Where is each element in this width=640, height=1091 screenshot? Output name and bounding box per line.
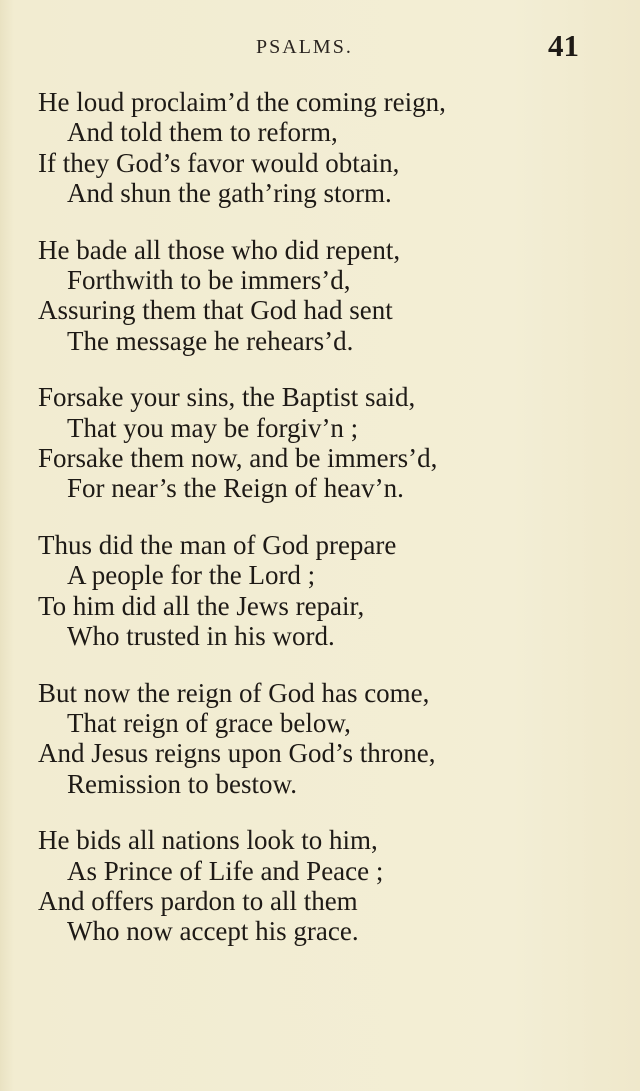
verse-line: Forthwith to be immers’d, bbox=[67, 265, 351, 296]
verse-line: A people for the Lord ; bbox=[67, 560, 316, 591]
verse-line: Forsake your sins, the Baptist said, bbox=[38, 382, 416, 413]
verse-line: To him did all the Jews repair, bbox=[38, 590, 365, 621]
verse-line: And offers pardon to all them bbox=[38, 885, 358, 916]
verse-line: He bids all nations look to him, bbox=[38, 825, 378, 856]
verse-line: And Jesus reigns upon God’s throne, bbox=[38, 738, 436, 769]
stanza bbox=[38, 87, 628, 209]
stanza bbox=[38, 825, 628, 947]
verse-line: Thus did the man of God prepare bbox=[38, 529, 397, 560]
hymn-text bbox=[38, 87, 628, 973]
verse-line: That you may be forgiv’n ; bbox=[67, 412, 359, 443]
verse-line: The message he rehears’d. bbox=[67, 325, 354, 356]
verse-line: Who trusted in his word. bbox=[67, 621, 335, 652]
verse-line: And shun the gath’ring storm. bbox=[67, 178, 392, 209]
verse-line: He bade all those who did repent, bbox=[38, 234, 401, 265]
verse-line: Remission to bestow. bbox=[67, 768, 298, 799]
stanza bbox=[38, 382, 628, 504]
stanza bbox=[38, 678, 628, 800]
verse-line: If they God’s favor would obtain, bbox=[38, 147, 400, 178]
stanza bbox=[38, 235, 628, 357]
verse-line: But now the reign of God has come, bbox=[38, 677, 430, 708]
verse-line: And told them to reform, bbox=[67, 117, 338, 148]
verse-line: That reign of grace below, bbox=[67, 707, 351, 738]
verse-line: For near’s the Reign of heav’n. bbox=[67, 473, 404, 504]
verse-line: Assuring them that God had sent bbox=[38, 295, 393, 326]
verse-line: He loud proclaim’d the coming reign, bbox=[38, 87, 446, 117]
page-number: 41 bbox=[548, 28, 579, 63]
running-head: PSALMS. bbox=[256, 36, 353, 58]
verse-line: As Prince of Life and Peace ; bbox=[67, 855, 384, 886]
verse-line: Forsake them now, and be immers’d, bbox=[38, 443, 438, 474]
stanza bbox=[38, 530, 628, 652]
page-header bbox=[0, 26, 640, 70]
verse-line: Who now accept his grace. bbox=[67, 916, 359, 947]
